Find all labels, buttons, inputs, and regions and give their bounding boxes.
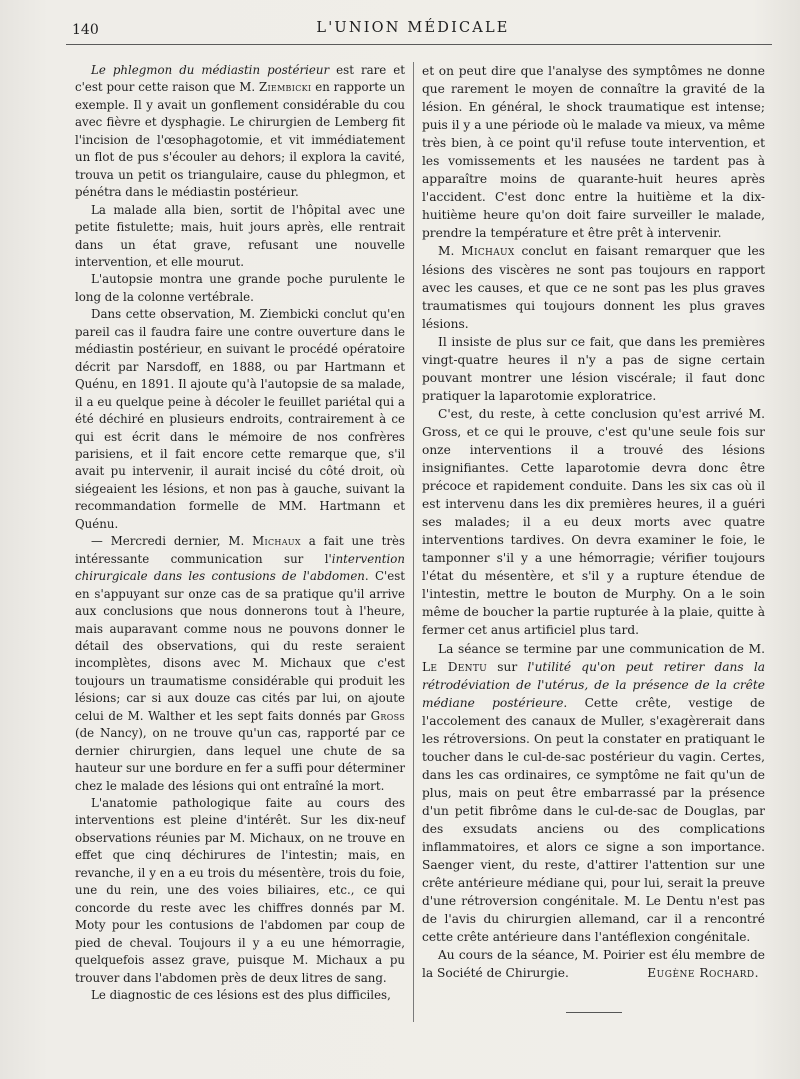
author-name: Ziembicki [258,80,312,95]
paragraph: — Mercredi dernier, M. Michaux a fait une très intéressante communication sur l'intervention chirurgicale dans les contusions de l'abdomen. C'est en s'appuyant sur onze cas de sa pratique qu'il arrive aux conclusions que nous donnerons tout à l'heure, mais auparavant comme nous ne pouvons donner le détail des observations, qui du reste seraient incomplètes, disons avec M. Michaux que c'est toujours un traumatisme considérable qui produit les lésions; car si aux douze cas cités par lui, on ajoute celui de M. Walther et les sept faits donnés par Gross (de Nancy), on ne trouve qu'un cas, rapporté par ce dernier chirurgien, dans lequel une chute de sa hauteur sur une bordure en fer a suffi pour déterminer chez le malade des lésions qui ont entraîné la mort. [75,534,406,793]
paragraph: C'est, du reste, à cette conclusion qu'est arrivé M. Gross, et ce qui le prouve, c'est qu'une seule fois sur onze interventions il a trouvé des lésions insignifiantes. Cette laparotomie devra donc être précoce et rapidement conduite. Dans les six cas où il est intervenu dans les dix premières heures, il a guéri ses malades; il a eu deux morts avec quatre interventions tardives. On devra examiner le foie, le tamponner s'il y a une hémorragie; vérifier toujours l'état du mésentère, et s'il y a rupture étendue de l'intestin, mettre le bouton de Murphy. On a le soin même de boucher la partie rupturée à la plaie, quitte à fermer cet anus artificiel plus tard. [422,406,765,638]
paragraph: M. Michaux conclut en faisant remarquer que les lésions des viscères ne sont pas toujours en rapport avec les causes, et que ce ne sont pas les plus graves traumatismes qui toujours donnent les plus graves lésions. [422,244,765,331]
header-rule [66,44,772,45]
page-number: 140 [72,22,99,38]
author-name: Michaux [461,244,515,259]
paragraph: La séance se termine par une communication de M. Le Dentu sur l'utilité qu'on peut retirer dans la rétrodéviation de l'utérus, de la présence de la crête médiane postérieure. Cette crête, vestige de l'accolement des canaux de Muller, s'exagèrerait dans les rétroversions. On peut la constater en pratiquant le toucher dans le cul-de-sac postérieur du vagin. Certes, dans les cas ordinaires, ce symptôme ne fait qu'un de plus, mais on peut être embarrassé par la présence d'un petit fibrôme dans le cul-de-sac de Douglas, par des exsudats anciens ou des complications inflammatoires, et alors ce signe a son importance. Saenger vient, du reste, d'attirer l'attention sur une crête antérieure médiane qui, pour lui, serait la preuve d'une rétroversion congénitale. M. Le Dentu n'est pas de l'avis du chirurgien allemand, car il a rencontré cette crête antérieure dans l'antéflexion congénitale. [422,641,765,945]
paragraph: Dans cette observation, M. Ziembicki conclut qu'en pareil cas il faudra faire une contre ouverture dans le médiastin postérieur, en suivant le procédé opératoire décrit par Narsdoff, en 1888, ou par Hartmann et Quénu, en 1891. Il ajoute qu'à l'autopsie de sa malade, il a eu quelque peine à décoler le feuillet pariétal qui a été déchiré en plusieurs endroits, contrairement à ce qui est écrit dans le mémoire de nos confrères parisiens, et il fait encore cette remarque que, s'il avait pu intervenir, il aurait incisé du côté droit, où siégeaient les lésions, et non pas à gauche, suivant la recommandation formelle de MM. Hartmann et Quénu. [75,307,405,531]
paragraph: L'anatomie pathologique faite au cours des interventions est pleine d'intérêt. Sur les dix-neuf observations réunies par M. Michaux, on ne trouve en effet que cinq déchirures de l'intestin; mais, en revanche, il y en a eu trois du mésentère, trois du foie, une du rein, une des voies biliaires, etc., ce qui concorde du reste avec les chiffres donnés par M. Moty pour les contusions de l'abdomen par coup de pied de cheval. Toujours il y a eu une hémorragie, quelquefois assez grave, puisque M. Michaux a pu trouver dans l'abdomen près de deux litres de sang. [75,796,405,985]
signature: Eugène Rochard. [647,966,759,981]
topic-italic: l'utilité qu'on peut retirer dans la rétrodéviation de l'utérus, de la présence de la crête médiane postérieure [422,659,765,710]
author-name: Le Dentu [422,659,488,674]
column-divider [413,62,414,1022]
paragraph: La malade alla bien, sortit de l'hôpital avec une petite fistulette; mais, huit jours après, elle rentrait dans un état grave, refusant une nouvelle intervention, et elle mourut. [75,202,405,269]
paragraph: Le phlegmon du médiastin postérieur est rare et c'est pour cette raison que M. Ziembicki en rapporte un exemple. Il y avait un gonflement considérable du cou avec fièvre et dysphagie. Le chirurgien de Lemberg fit l'incision de l'œsophagotomie, et vit immédiatement un flot de pus s'écouler au dehors; il explora la cavité, trouva un petit os triangulaire, cause du phlegmon, et pénétra dans le médiastin postérieur. [75,63,405,200]
author-name: Gross [370,708,405,723]
paragraph: Au cours de la séance, M. Poirier est élu membre de la Société de Chirurgie. Eugène Rochard. [422,946,765,982]
end-rule [566,1012,622,1013]
topic-italic: Le phlegmon du médiastin postérieur [91,63,330,77]
topic-italic: intervention chirurgicale dans les contusions de l'abdomen [75,551,405,584]
running-head: L'UNION MÉDICALE [316,20,510,36]
right-column [422,62,765,982]
paragraph: Il insiste de plus sur ce fait, que dans les premières vingt-quatre heures il n'y a pas de signe certain pouvant montrer une lésion viscérale; il faut donc pratiquer la laparotomie exploratrice. [422,334,765,403]
paragraph: L'autopsie montra une grande poche purulente le long de la colonne vertébrale. [75,272,405,304]
author-name: Michaux [252,534,301,549]
paragraph: Le diagnostic de ces lésions est des plus difficiles, [91,988,391,1003]
paragraph: et on peut dire que l'analyse des symptômes ne donne que rarement le moyen de connaître la gravité de la lésion. En général, le shock traumatique est intense; puis il y a une période où le malade va mieux, va même très bien, à ce point qu'il refuse toute intervention, et les vomissements et les nausées ne tardent pas à apparaître moins de quarante-huit heures après l'accident. C'est donc entre la huitième et la dix-huitième heure qu'on doit faire surveiller le malade, prendre la température et être prêt à intervenir. [422,64,765,241]
left-column [75,62,405,1004]
page-header [66,14,760,44]
